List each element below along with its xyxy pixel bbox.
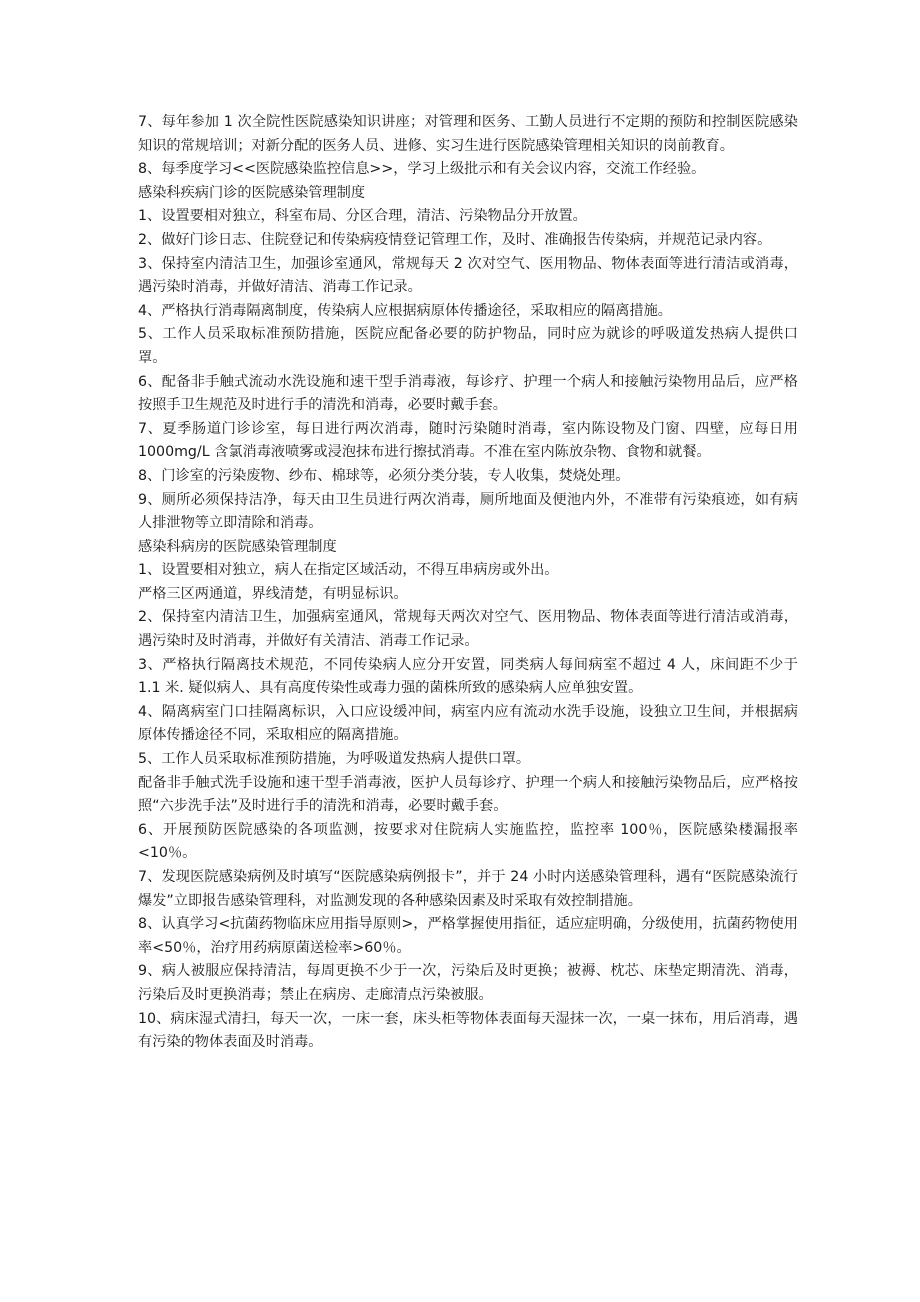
paragraph-item: 7、每年参加 1 次全院性医院感染知识讲座；对管理和医务、工勤人员进行不定期的预防和控制医院感染知识的常规培训；对新分配的医务人员、进修、实习生进行医院感染管理相关知识的岗前教育。: [138, 114, 798, 154]
paragraph-item: 5、工作人员采取标准预防措施，为呼吸道发热病人提供口罩。: [138, 751, 531, 768]
paragraph-item: 10、病床湿式清扫，每天一次，一床一套，床头柜等物体表面每天湿抹一次，一桌一抹布，用后消毒，遇有污染的物体表面及时消毒。: [138, 1010, 798, 1051]
paragraph-item: 6、开展预防医院感染的各项监测，按要求对住院病人实施监控，监控率 100％，医院感染楼漏报率<10％。: [138, 821, 798, 862]
section-heading-outpatient: 感染科疾病门诊的医院感染管理制度: [138, 184, 366, 201]
paragraph-item: 1、设置要相对独立，病人在指定区域活动，不得互串病房或外出。: [138, 562, 559, 579]
paragraph-item: 8、门诊室的污染废物、纱布、棉球等，必须分类分装，专人收集，焚烧处理。: [138, 467, 630, 484]
paragraph-item: 4、严格执行消毒隔离制度，传染病人应根据病原体传播途径，采取相应的隔离措施。: [138, 302, 672, 319]
paragraph-item: 2、保持室内清洁卫生，加强病室通风，常规每天两次对空气、医用物品、物体表面等进行清洁或消毒，遇污染时及时消毒，并做好有关清洁、消毒工作记录。: [138, 609, 798, 650]
document-body: [138, 111, 798, 1055]
paragraph-item: 8、认真学习<抗菌药物临床应用指导原则>，严格掌握使用指征，适应症明确，分级使用，抗菌药物使用率<50％，治疗用药病原菌送检率>60％。: [138, 916, 798, 956]
paragraph-item: 3、严格执行隔离技术规范，不同传染病人应分开安置，同类病人每间病室不超过 4 人，床间距不少于 1.1 米. 疑似病人、具有高度传染性或毒力强的菌株所致的感染病人应单独安置。: [138, 656, 798, 697]
paragraph-item: 2、做好门诊日志、住院登记和传染病疫情登记管理工作，及时、准确报告传染病，并规范记录内容。: [138, 231, 772, 248]
paragraph-item: 配备非手触式洗手设施和速干型手消毒液，医护人员每诊疗、护理一个病人和接触污染物品后，应严格按照“六步洗手法”及时进行手的清洗和消毒，必要时戴手套。: [138, 774, 798, 815]
section-heading-ward: 感染科病房的医院感染管理制度: [138, 538, 337, 555]
paragraph-item: 5、工作人员采取标准预防措施，医院应配备必要的防护物品，同时应为就诊的呼吸道发热病人提供口罩。: [138, 326, 798, 366]
paragraph-item: 9、厕所必须保持洁净，每天由卫生员进行两次消毒，厕所地面及便池内外，不准带有污染痕迹，如有病人排泄物等立即清除和消毒。: [138, 491, 798, 532]
paragraph-item: 7、夏季肠道门诊诊室，每日进行两次消毒，随时污染随时消毒，室内陈设物及门窗、四壁，应每日用 1000mg/L 含氯消毒液喷雾或浸泡抹布进行擦拭消毒。不准在室内陈放杂物、食物和就餐。: [138, 420, 798, 461]
paragraph-item: 严格三区两通道，界线清楚，有明显标识。: [138, 585, 408, 602]
paragraph-item: 6、配备非手触式流动水洗设施和速干型手消毒液，每诊疗、护理一个病人和接触污染物用品后，应严格按照手卫生规范及时进行手的清洗和消毒，必要时戴手套。: [138, 373, 798, 414]
paragraph-item: 8、每季度学习<<医院感染监控信息>>，学习上级批示和有关会议内容，交流工作经验。: [138, 161, 706, 178]
paragraph-item: 1、设置要相对独立，科室布局、分区合理，清洁、污染物品分开放置。: [138, 208, 587, 225]
paragraph-item: 4、隔离病室门口挂隔离标识，入口应设缓冲间，病室内应有流动水洗手设施，设独立卫生间，并根据病原体传播途径不同，采取相应的隔离措施。: [138, 703, 798, 744]
paragraph-item: 7、发现医院感染病例及时填写“医院感染病例报卡”，并于 24 小时内送感染管理科，遇有“医院感染流行爆发”立即报告感染管理科，对监测发现的各种感染因素及时采取有效控制措施。: [138, 869, 798, 909]
paragraph-item: 9、病人被服应保持清洁，每周更换不少于一次，污染后及时更换；被褥、枕芯、床垫定期清洗、消毒，污染后及时更换消毒；禁止在病房、走廊清点污染被服。: [138, 963, 798, 1003]
paragraph-item: 3、保持室内清洁卫生，加强诊室通风，常规每天 2 次对空气、医用物品、物体表面等进行清洁或消毒，遇污染时消毒，并做好清洁、消毒工作记录。: [138, 255, 798, 296]
